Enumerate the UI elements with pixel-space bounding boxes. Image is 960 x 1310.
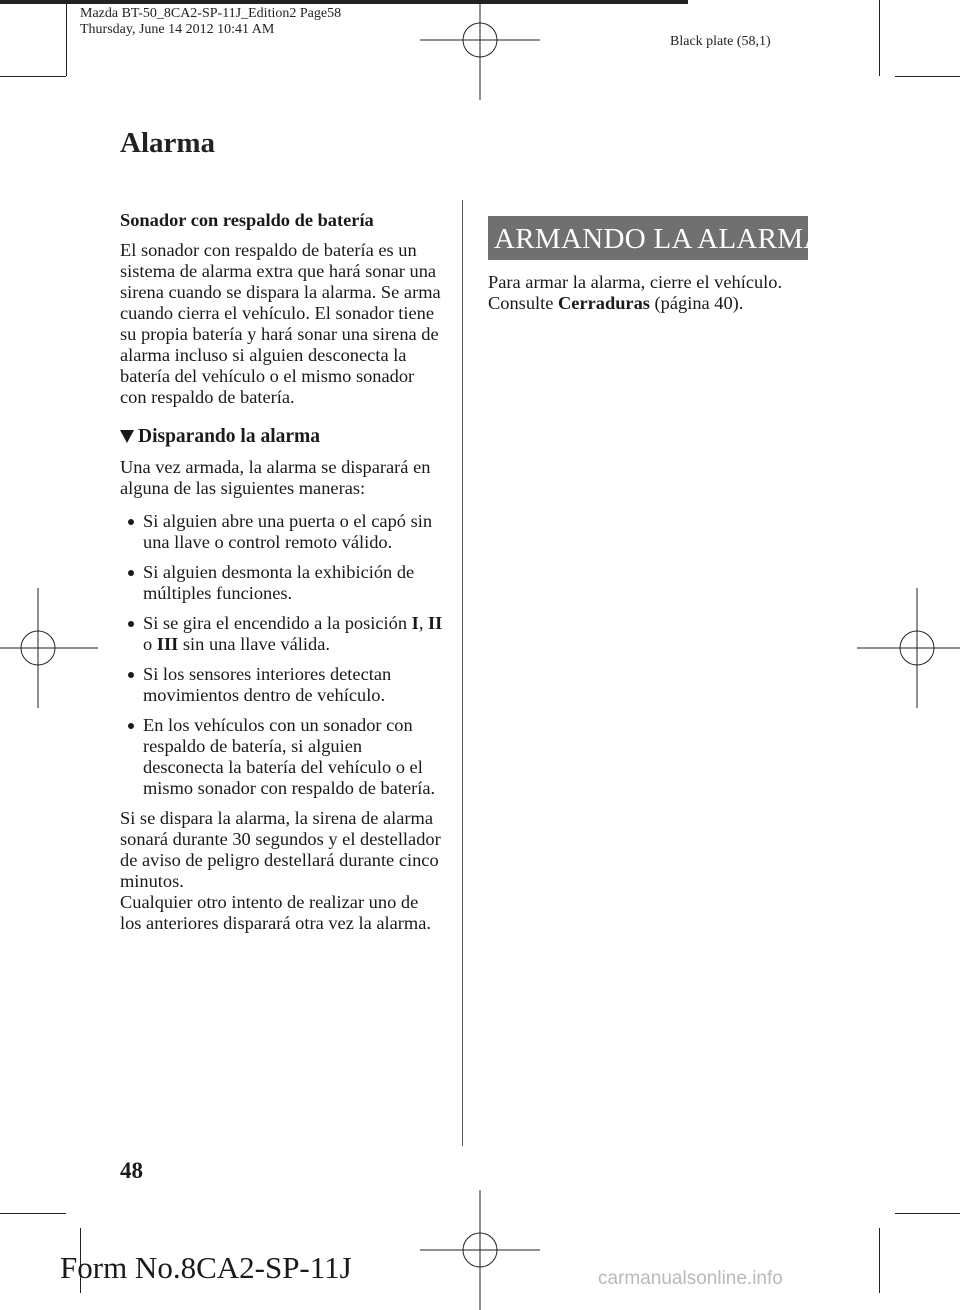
crop-mark [879, 1228, 880, 1293]
list-item [120, 664, 444, 706]
subheading: Sonador con respaldo de batería [120, 210, 374, 230]
crop-mark [895, 1213, 960, 1214]
paragraph-text: Consulte [488, 293, 558, 313]
crop-mark [66, 0, 67, 76]
print-metadata-line: Mazda BT-50_8CA2-SP-11J_Edition2 Page58 [80, 6, 342, 21]
section-rule [0, 0, 688, 4]
bullet-list [120, 511, 444, 799]
left-column [120, 210, 444, 934]
registration-mark-icon [857, 588, 960, 708]
list-item-text: sin una llave válida. [178, 634, 330, 654]
triangle-down-icon [120, 430, 134, 443]
section-title: Alarma [120, 127, 216, 159]
paragraph: El sonador con respaldo de batería es un sistema de alarma extra que hará sonar una sirena cuando se dispara la alarma. Se arma cuando cierra el vehículo. El sonador tiene su propia batería y hará sonar una sirena de alarma incluso si alguien desconecta la batería del vehículo o el mismo sonador con respaldo de batería. [120, 240, 441, 407]
registration-mark-icon [420, 1190, 540, 1310]
registration-mark-icon [420, 0, 540, 100]
list-item [120, 511, 444, 553]
list-item [120, 613, 444, 655]
list-item-text: Si alguien abre una puerta o el capó sin una llave o control remoto válido. [143, 511, 433, 552]
bullet-icon [128, 723, 134, 729]
list-item-text: , [418, 613, 429, 633]
list-item-text: Si se gira el encendido a la posición [143, 613, 412, 633]
list-item-text: En los vehículos con un sonador con respaldo de batería, si alguien desconecta la batería del vehículo o el mismo sonador con respaldo de batería. [143, 715, 436, 798]
watermark: carmanualsonline.info [598, 1268, 783, 1289]
right-column [488, 216, 825, 314]
crop-mark [879, 0, 880, 76]
paragraph-text: Para armar la alarma, cierre el vehículo. [488, 272, 783, 292]
paragraph [488, 272, 808, 314]
ignition-position: I [411, 613, 419, 633]
bullet-icon [128, 570, 134, 576]
paragraph: Si se dispara la alarma, la sirena de alarma sonará durante 30 segundos y el destellador de aviso de peligro destellará durante cinco minutos. [120, 808, 441, 891]
section-banner: ARMANDO LA ALARMA [488, 216, 808, 260]
crop-mark [895, 76, 960, 77]
section-heading [120, 426, 444, 447]
list-item [120, 562, 444, 604]
list-item [120, 715, 444, 799]
print-metadata [80, 6, 341, 38]
page-number: 48 [120, 1158, 143, 1183]
column-divider [462, 200, 463, 1146]
ignition-position: II [428, 613, 443, 633]
paragraph-text: (página 40). [649, 293, 744, 313]
cross-reference-link[interactable]: Cerraduras [558, 293, 650, 313]
bullet-icon [128, 519, 134, 525]
crop-mark [0, 1213, 66, 1214]
paragraph: Una vez armada, la alarma se disparará en alguna de las siguientes maneras: [120, 457, 431, 498]
list-item-text: o [143, 634, 157, 654]
ignition-position: III [156, 634, 179, 654]
print-metadata-line: Thursday, June 14 2012 10:41 AM [80, 22, 275, 37]
list-item-text: Si los sensores interiores detectan movimientos dentro de vehículo. [143, 664, 392, 705]
bullet-icon [128, 672, 134, 678]
paragraph: Cualquier otro intento de realizar uno de los anteriores disparará otra vez la alarma. [120, 892, 431, 933]
form-number: Form No.8CA2-SP-11J [60, 1250, 352, 1285]
plate-label: Black plate (58,1) [670, 34, 771, 49]
section-heading-text: Disparando la alarma [138, 426, 321, 447]
registration-mark-icon [0, 588, 98, 708]
bullet-icon [128, 621, 134, 627]
crop-mark [0, 76, 66, 77]
list-item-text: Si alguien desmonta la exhibición de múltiples funciones. [143, 562, 415, 603]
